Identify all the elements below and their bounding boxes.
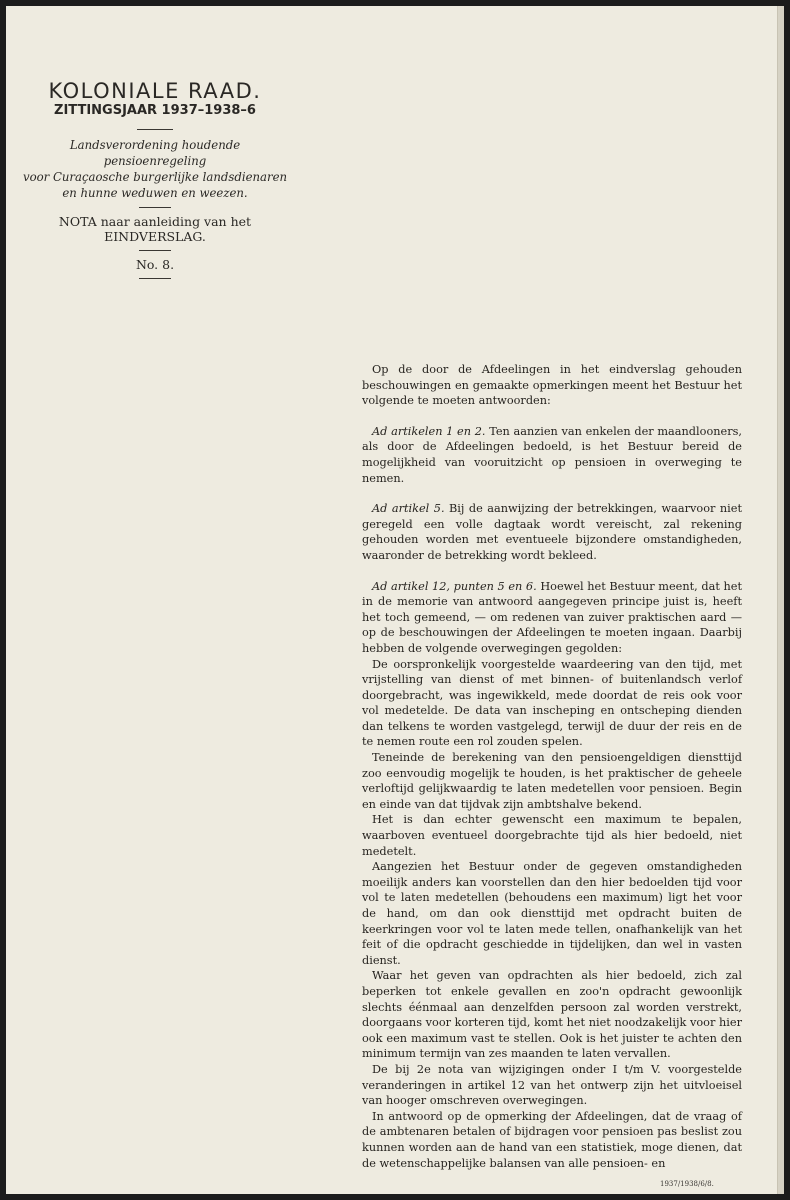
- document-number: No. 8.: [135, 256, 175, 272]
- subject-line-1: Landsverordening houdende pensioenregeling: [69, 137, 241, 168]
- section-text: Bij de aanwijzing der betrekkingen, waarvoor niet geregeld een volle dagtaak wordt vereischt, zal rekening gehouden worden met eventueele bijzondere omstandigheden, waaronder de betrekking wordt bekleed.: [362, 502, 742, 562]
- section-label: Ad artikel 5.: [372, 502, 445, 516]
- paragraph: De oorspronkelijk voorgestelde waardeering van den tijd, met vrijstelling van dienst of met binnen- of buitenlandsch verlof doorgebracht, was ingewikkeld, mede doordat de reis ook voor vol medetelde. De data van inscheping en ontscheping dienden dan telkens te worden vastgelegd, terwijl de duur der reis en de te nemen route een rol zouden spelen.: [362, 657, 742, 749]
- council-title: KOLONIALE RAAD.: [48, 79, 262, 103]
- nota-line-2: EINDVERSLAG.: [104, 228, 206, 244]
- subject-line-3: en hunne weduwen en weezen.: [62, 185, 248, 200]
- paragraph: Het is dan echter gewenscht een maximum te bepalen, waarboven eventueel doorgebrachte tijd als hier bedoeld, niet medetelt.: [362, 813, 742, 858]
- document-header: [20, 80, 290, 285]
- intro-paragraph: Op de door de Afdeelingen in het eindverslag gehouden beschouwingen en gemaakte opmerkingen meent het Bestuur het volgende te moeten antwoorden:: [362, 363, 742, 408]
- paragraph: De bij 2e nota van wijzigingen onder I t/m V. voorgestelde veranderingen in artikel 12 van het ontwerp zijn het uitvloeisel van hooger omschreven overwegingen.: [362, 1062, 742, 1108]
- divider: [137, 129, 173, 130]
- body-text: [362, 362, 742, 1171]
- page-edge: [777, 6, 784, 1194]
- divider: [139, 250, 171, 251]
- paragraph: In antwoord op de opmerking der Afdeelingen, dat de vraag of de ambtenaren betalen of bijdragen voor pensioen pas beslist zou kunnen worden aan de hand van een statistiek, moge dienen, dat de wetenschappelijke balansen van alle pensioen- en: [362, 1109, 742, 1170]
- divider: [139, 207, 171, 208]
- section-text: Hoewel het Bestuur meent, dat het in de memorie van antwoord aangegeven principe juist is, heeft het toch gemeend, — om redenen van zuiver praktischen aard — op de beschouwingen der Afdeelingen te moeten ingaan. Daarbij hebben de volgende overwegingen gegolden:: [362, 579, 742, 655]
- section-article-12: [362, 579, 742, 657]
- section-label: Ad artikelen 1 en 2.: [372, 424, 486, 438]
- subject-line-2: voor Curaçaosche burgerlijke landsdienaren: [22, 169, 288, 184]
- session-year: ZITTINGSJAAR 1937–1938–6: [54, 103, 256, 119]
- paragraph: Teneinde de berekening van den pensioengeldigen diensttijd zoo eenvoudig mogelijk te houden, is het praktischer de geheele verloftijd gelijkwaardig te laten medetellen voor pensioen. Begin en einde van dat tijdvak zijn ambtshalve bekend.: [362, 751, 742, 811]
- section-article-5: [362, 501, 742, 563]
- footer-code: 1937/1938/6/8.: [660, 1180, 714, 1188]
- paragraph: Aangezien het Bestuur onder de gegeven omstandigheden moeilijk anders kan voorstellen dan den hier bedoelden tijd voor vol te laten medetellen (behoudens een maximum) ligt het voor de hand, om dan ook diensttijd met opdracht buiten de keerkringen voor vol te laten mede tellen, onafhankelijk van het feit of die opdracht geschiedde in tijdelijken, dan wel in vasten dienst.: [362, 860, 742, 967]
- document-page: [6, 6, 784, 1194]
- section-articles-1-2: [362, 424, 742, 486]
- section-label: Ad artikel 12, punten 5 en 6.: [372, 579, 537, 593]
- section-text: Ten aanzien van enkelen der maandlooners, als door de Afdeelingen bedoeld, is het Bestuur bereid de mogelijkheid van vooruitzicht op pensioen in overweging te nemen.: [362, 424, 743, 485]
- divider: [139, 278, 171, 279]
- paragraph: Waar het geven van opdrachten als hier bedoeld, zich zal beperken tot enkele gevallen en zoo'n opdracht gewoonlijk slechts éénmaal aan denzelfden persoon zal worden verstrekt, doorgaans voor korteren tijd, komt het niet noodzakelijk voor hier ook een maximum vast te stellen. Ook is het juister te achten den minimum termijn van zes maanden te laten vervallen.: [362, 969, 742, 1061]
- nota-line-1: NOTA naar aanleiding van het: [58, 213, 252, 229]
